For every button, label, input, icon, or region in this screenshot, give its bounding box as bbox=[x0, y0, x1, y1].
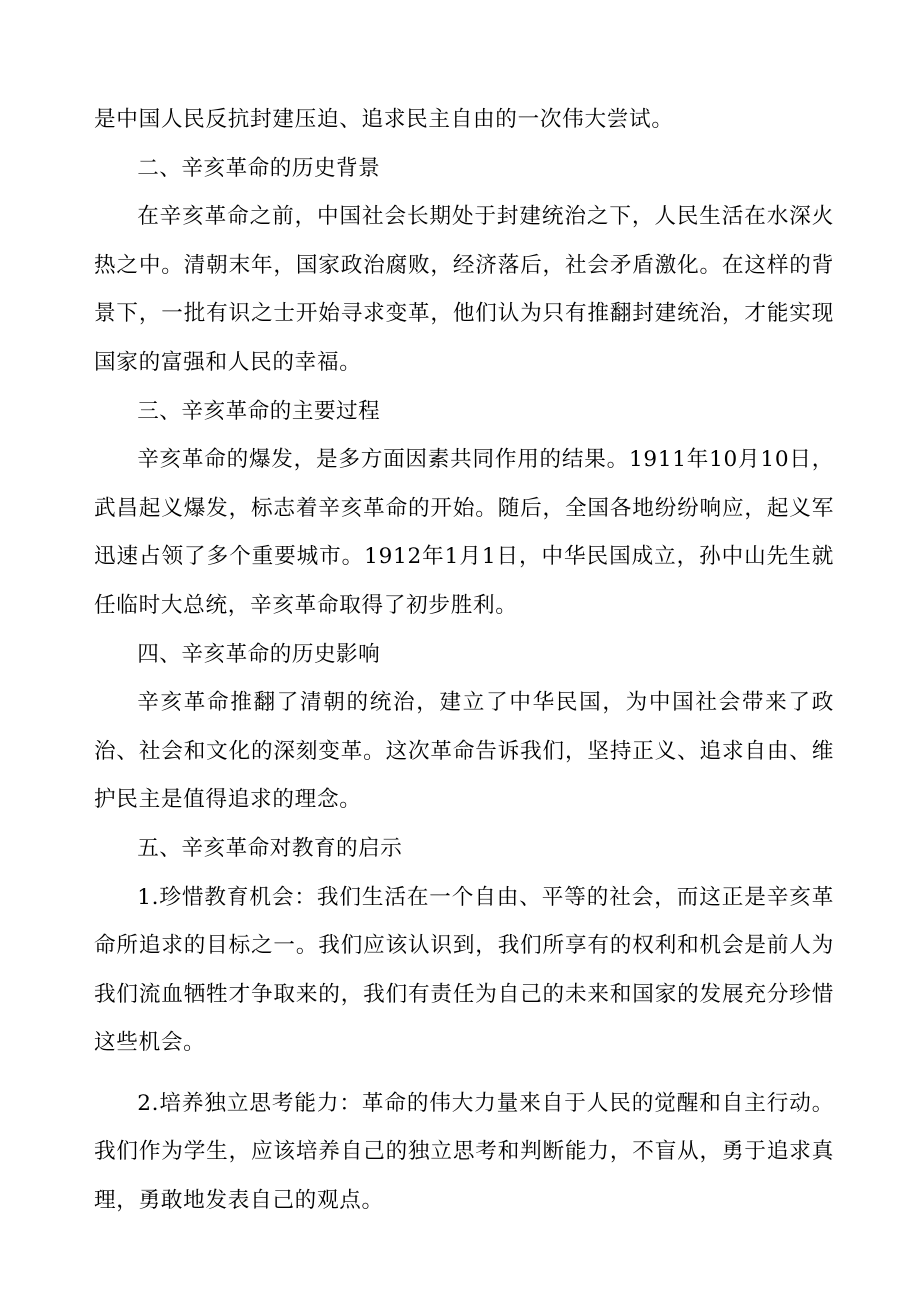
paragraph-education-point-1: 1.珍惜教育机会：我们生活在一个自由、平等的社会，而这正是辛亥革命所追求的目标之一。我们应该认识到，我们所享有的权利和机会是前人为我们流血牺牲才争取来的，我们有责任为自己的未来和国家的发展充分珍惜这些机会。 bbox=[94, 884, 834, 1056]
section-heading-process: 三、辛亥革命的主要过程 bbox=[137, 398, 381, 424]
paragraph-education-point-2: 2.培养独立思考能力：革命的伟大力量来自于人民的觉醒和自主行动。我们作为学生，应该培养自己的独立思考和判断能力，不盲从，勇于追求真理，勇敢地发表自己的观点。 bbox=[94, 1090, 834, 1214]
paragraph-process: 辛亥革命的爆发，是多方面因素共同作用的结果。1911年10月10日，武昌起义爆发，标志着辛亥革命的开始。随后，全国各地纷纷响应，起义军迅速占领了多个重要城市。1912年1月1日，中华民国成立，孙中山先生就任临时大总统，辛亥革命取得了初步胜利。 bbox=[94, 447, 834, 618]
section-heading-education: 五、辛亥革命对教育的启示 bbox=[137, 835, 403, 861]
intro-paragraph-tail: 是中国人民反抗封建压迫、追求民主自由的一次伟大尝试。 bbox=[94, 107, 674, 132]
section-heading-influence: 四、辛亥革命的历史影响 bbox=[137, 641, 381, 667]
section-heading-background: 二、辛亥革命的历史背景 bbox=[137, 155, 381, 181]
paragraph-influence: 辛亥革命推翻了清朝的统治，建立了中华民国，为中国社会带来了政治、社会和文化的深刻变革。这次革命告诉我们，坚持正义、追求自由、维护民主是值得追求的理念。 bbox=[94, 690, 834, 813]
paragraph-spacer bbox=[94, 1068, 834, 1080]
paragraph-background: 在辛亥革命之前，中国社会长期处于封建统治之下，人民生活在水深火热之中。清朝末年，国家政治腐败，经济落后，社会矛盾激化。在这样的背景下，一批有识之士开始寻求变革，他们认为只有推翻封建统治，才能实现国家的富强和人民的幸福。 bbox=[94, 204, 834, 375]
document-body bbox=[94, 96, 834, 1226]
